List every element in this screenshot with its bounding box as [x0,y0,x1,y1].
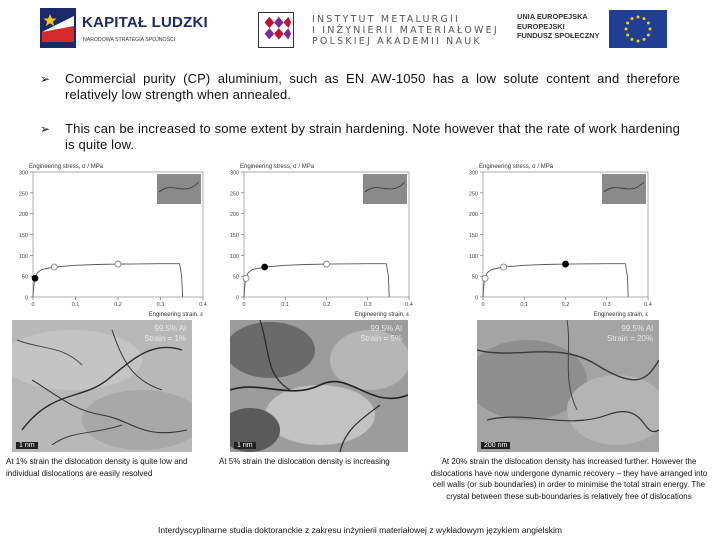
eu-line-2: EUROPEJSKI [517,21,565,31]
eu-star-icon [631,17,634,20]
institute-emblem-icon [258,12,294,48]
micrograph-3-label [607,324,653,344]
stress-strain-chart-1 [5,156,215,319]
x-tick-label: 0 [481,302,485,308]
eu-star-icon [626,34,629,37]
micrograph-2-label-line-1: 99.5% Al [370,324,402,333]
x-tick-label: 0.3 [602,302,611,308]
caption-2: At 5% strain the dislocation density is increasing [219,457,390,466]
bullet-1-text: Commercial purity (CP) aluminium, such as EN AW-1050 has a low solute content and therefore relatively low strength when annealed. [65,71,680,102]
x-tick-label: 0.1 [520,302,529,308]
micrograph-1 [12,320,192,452]
micrograph-2 [230,320,408,452]
y-tick-label: 200 [229,212,239,219]
y-tick-label: 200 [468,212,478,219]
stress-strain-chart-2 [216,156,421,319]
stress-strain-chart-3 [455,156,660,319]
micrograph-3 [477,320,659,452]
x-axis-label: Engineering strain, ε [354,312,409,318]
y-tick-label: 100 [468,253,478,260]
micrograph-1-label-line-2: Strain = 1% [144,334,186,343]
strain-marker [324,261,330,267]
y-tick-label: 0 [235,295,239,302]
eu-star-icon [649,28,652,31]
kapital-ludzki-title: KAPITAŁ LUDZKI [82,14,208,31]
bullet-2-text: This can be increased to some extent by strain hardening. Note however that the rate of work hardening is quite low. [65,121,680,152]
y-axis-label: Engineering stress, σ / MPa [479,164,554,170]
eu-star-icon [625,28,628,31]
y-tick-label: 150 [18,233,28,239]
x-tick-label: 0.2 [114,302,122,308]
x-tick-label: 0.2 [322,302,331,308]
y-tick-label: 100 [18,253,28,260]
institute-line-1: INSTYTUT METALURGII [312,14,461,25]
stress-strain-chart-3-svg [455,156,660,319]
eu-star-icon [643,38,646,41]
y-axis-label: Engineering stress, σ / MPa [29,164,104,170]
y-tick-label: 0 [474,295,478,302]
eu-star-icon [647,22,650,25]
x-tick-label: 0.2 [561,302,570,308]
micrograph-2-label-line-2: Strain = 5% [360,334,402,343]
y-tick-label: 300 [229,170,239,177]
y-tick-label: 250 [18,191,28,198]
x-tick-label: 0.3 [156,302,165,308]
x-tick-label: 0.4 [644,302,652,308]
stress-strain-chart-2-svg [216,156,421,319]
eu-star-icon [647,34,650,37]
strain-marker [51,264,57,270]
strain-marker [115,261,121,267]
micrograph-3-label-line-2: Strain = 20% [606,334,653,343]
eu-logo [517,10,665,48]
y-tick-label: 50 [232,274,239,281]
micrograph-1-scale-bar: 1 nm [16,442,38,449]
y-tick-label: 300 [18,170,28,177]
institute-logo [258,12,499,48]
eu-star-icon [637,40,640,43]
micrograph-1-label [144,324,186,344]
x-tick-label: 0.1 [71,302,80,308]
institute-line-3: POLSKIEJ AKADEMII NAUK [312,36,482,47]
y-axis-label: Engineering stress, σ / MPa [240,164,315,170]
y-tick-label: 300 [468,170,478,177]
strain-marker [243,275,249,281]
x-axis-label: Engineering strain, ε [593,312,648,318]
strain-marker [482,275,488,281]
micrograph-2-scale-bar: 1 nm [234,442,256,449]
kapital-ludzki-flag-icon [40,8,76,48]
x-tick-label: 0.1 [281,302,290,308]
current-strain-marker [563,261,569,267]
y-tick-label: 150 [468,233,478,239]
y-tick-label: 150 [229,233,239,239]
eu-star-icon [637,16,640,19]
eu-star-icon [643,17,646,20]
stress-strain-chart-1-svg [5,156,215,319]
eu-line-3: FUNDUSZ SPOŁECZNY [517,31,600,40]
y-tick-label: 200 [18,212,28,219]
strain-marker [501,264,507,270]
bullet-arrow-icon: ➢ [40,72,51,86]
y-tick-label: 250 [468,191,478,198]
caption-3: At 20% strain the dislocation density has increased further. However the dislocations have now undergone dynamic recovery – they have arranged into cell walls (or sub boundaries) in order to minimise the total strain energy. The crystal between these sub-boundaries is relatively free of dislocations [430,457,708,501]
y-tick-label: 50 [21,274,28,281]
current-strain-marker [262,264,268,270]
eu-text [517,12,600,41]
kapital-ludzki-logo [40,8,208,50]
y-tick-label: 250 [229,191,239,198]
x-tick-label: 0.4 [199,302,207,308]
eu-star-icon [631,38,634,41]
kapital-ludzki-subtitle: NARODOWA STRATEGIA SPÓJNOŚCI [83,37,176,43]
institute-line-2: I INŻYNIERII MATERIAŁOWEJ [312,25,499,36]
bullet-arrow-icon: ➢ [40,122,51,136]
footer-text: Interdyscyplinarne studia doktoranckie z zakresu inżynierii materiałowej z wykładowym językiem angielskim [158,525,562,535]
micrograph-3-scale-bar: 200 nm [481,442,510,449]
micrograph-3-label-line-1: 99.5% Al [621,324,653,333]
current-strain-marker [32,275,38,281]
micrograph-1-label-line-1: 99.5% Al [154,324,186,333]
micrograph-2-label [360,324,402,344]
y-tick-label: 100 [229,253,239,260]
x-tick-label: 0 [242,302,246,308]
x-tick-label: 0 [31,302,35,308]
y-tick-label: 0 [24,295,28,302]
caption-1: At 1% strain the dislocation density is quite low and individual dislocations are easily resolved [6,457,188,478]
eu-star-icon [626,22,629,25]
y-tick-label: 50 [471,274,478,281]
x-tick-label: 0.3 [363,302,372,308]
eu-line-1: UNIA EUROPEJSKA [517,12,588,21]
x-axis-label: Engineering strain, ε [148,312,203,318]
eu-flag-icon [609,10,667,48]
x-tick-label: 0.4 [405,302,413,308]
